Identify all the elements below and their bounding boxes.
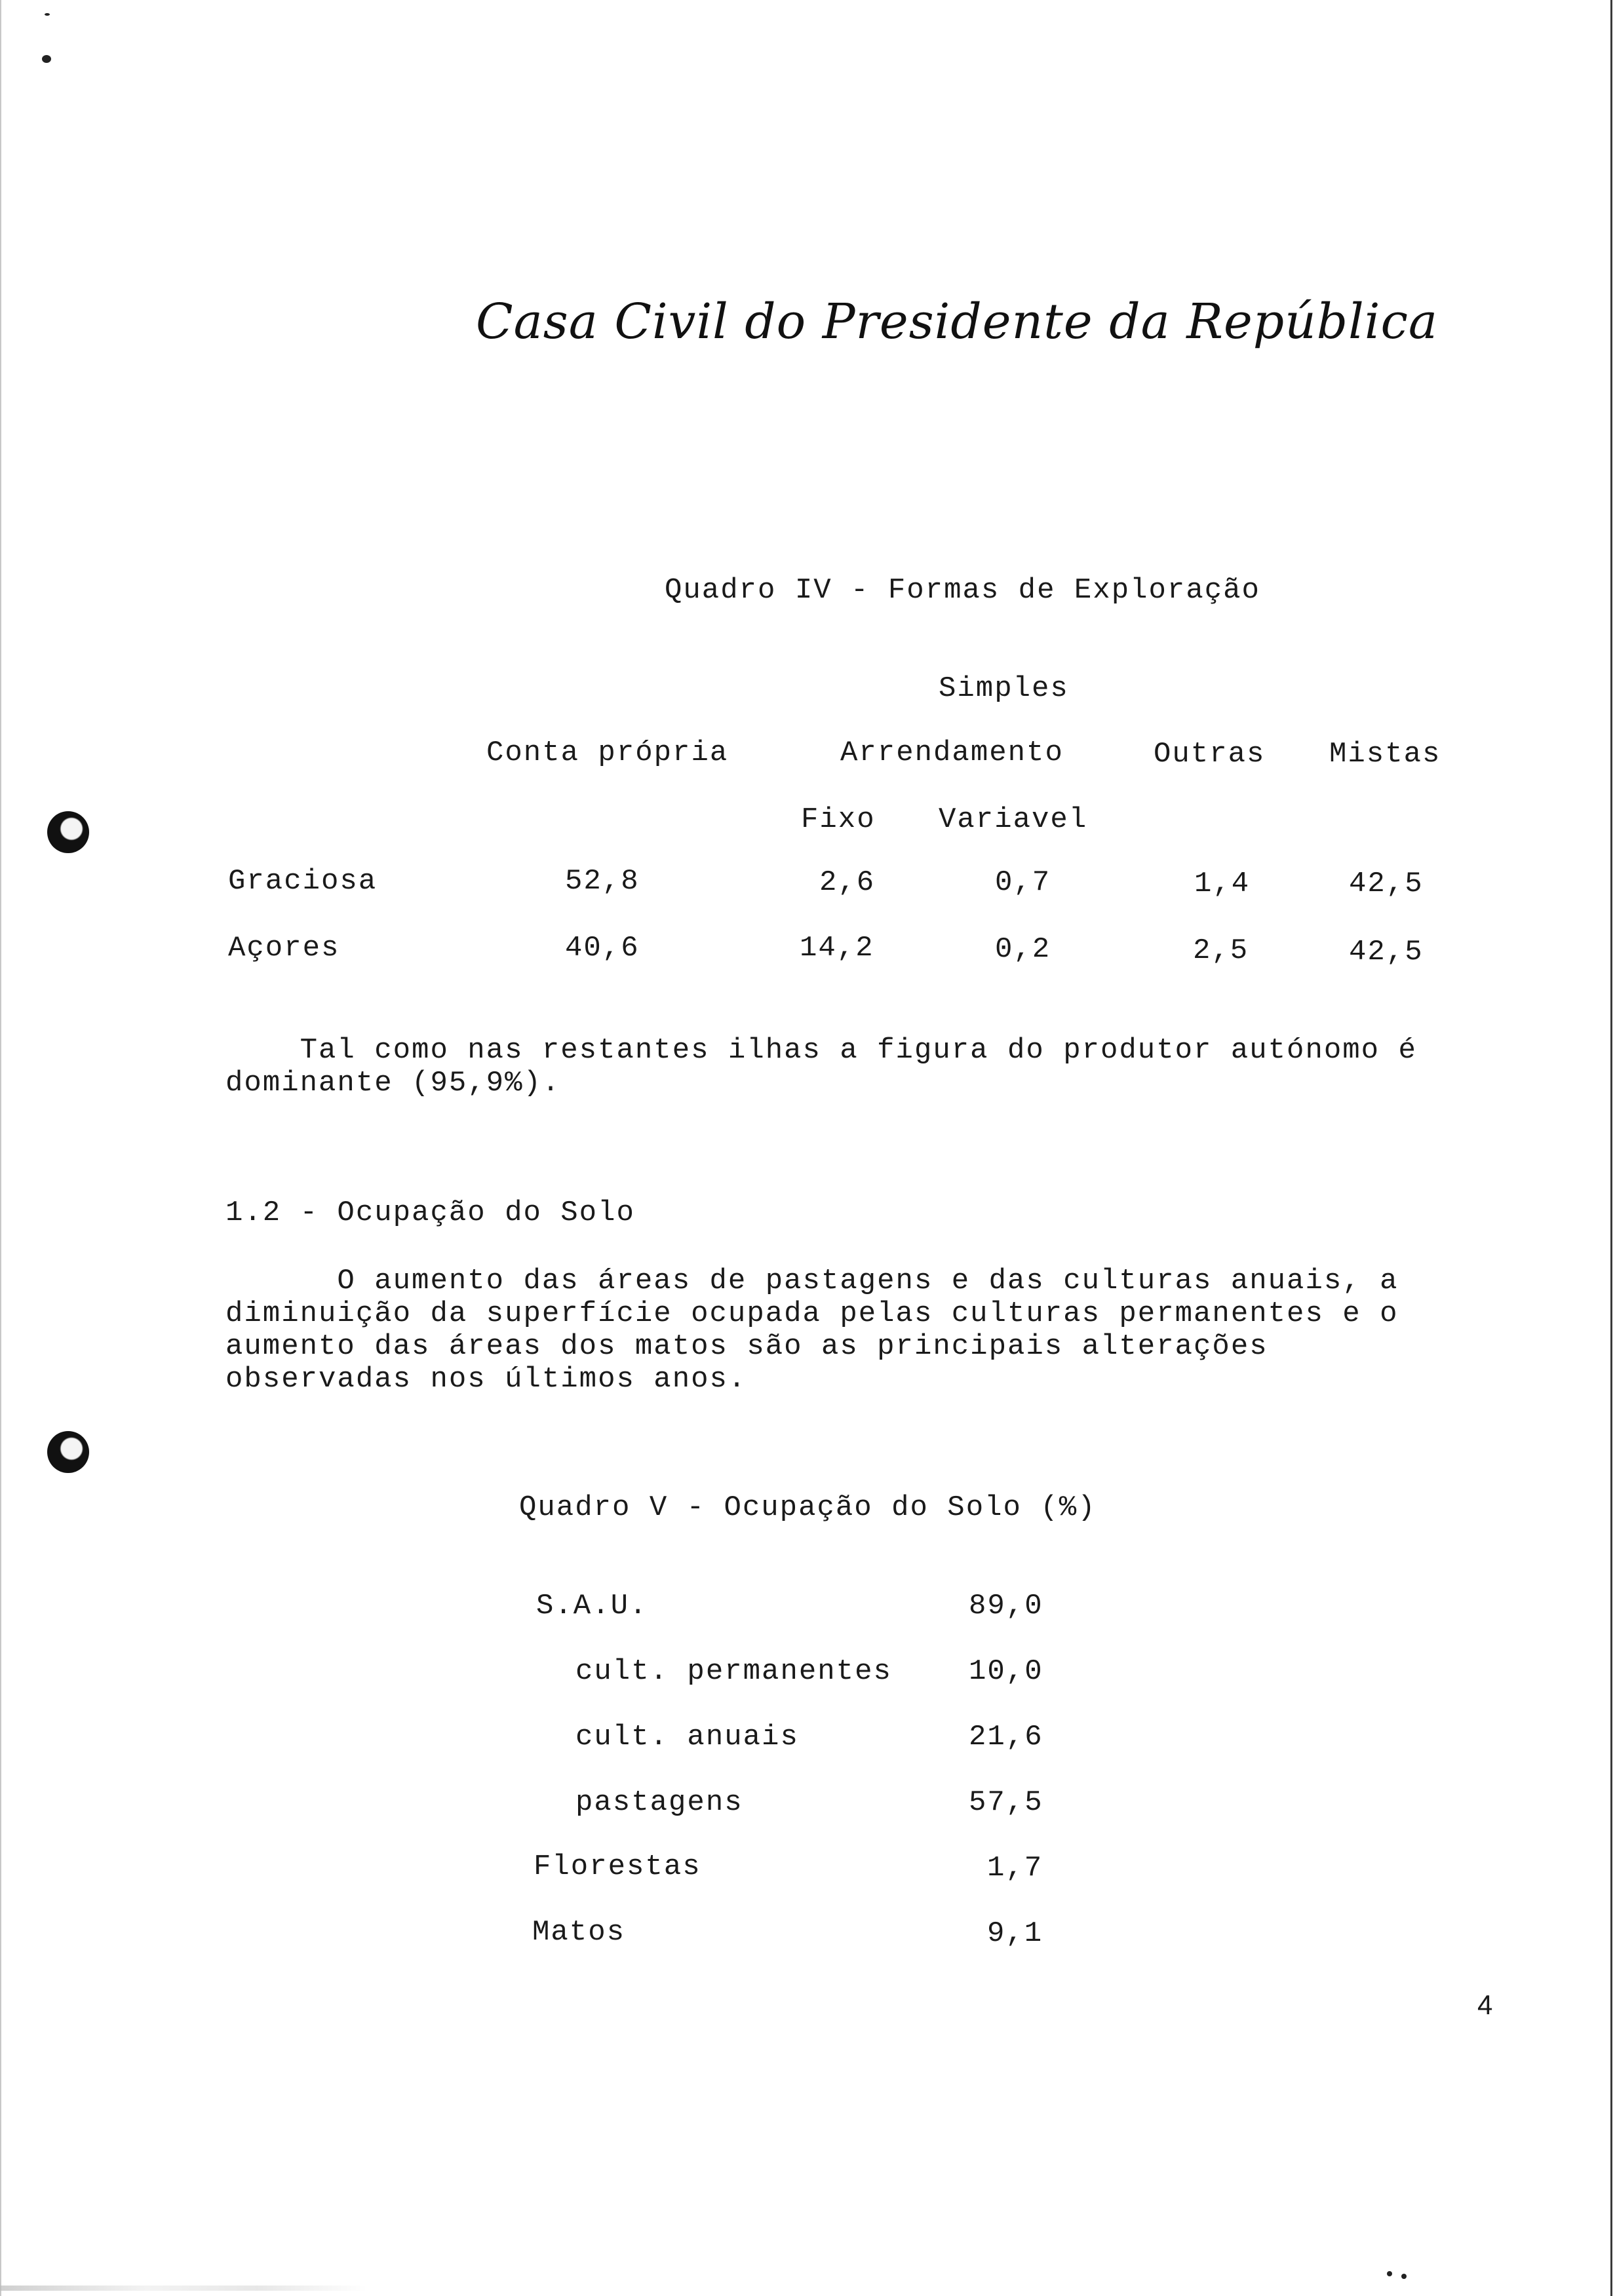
table-v-row-label: Matos — [532, 1916, 626, 1949]
paragraph-line: diminuição da superfície ocupada pelas culturas permanentes e o — [225, 1297, 1399, 1330]
table-iv-cell: 42,5 — [1349, 868, 1424, 900]
paragraph-line: Tal como nas restantes ilhas a figura do produtor autónomo é — [225, 1034, 1417, 1067]
table-v-row-label: Florestas — [534, 1850, 701, 1883]
table-v-row-value: 21,6 — [969, 1721, 1043, 1753]
table-iv-cell: 2,6 — [819, 866, 876, 899]
table-iv-cell: 52,8 — [565, 865, 640, 898]
table-v-row-value: 10,0 — [969, 1655, 1043, 1688]
table-iv-row-label: Açores — [228, 932, 340, 965]
table-iv-header-conta-propria: Conta própria — [486, 737, 729, 769]
table-v-row-label: S.A.U. — [536, 1590, 648, 1622]
section-heading: 1.2 - Ocupação do Solo — [225, 1196, 635, 1229]
punch-hole-upper — [47, 811, 89, 853]
table-iv-cell: 40,6 — [565, 932, 640, 965]
scan-speck — [42, 55, 51, 63]
table-iv-header-fixo: Fixo — [801, 803, 876, 836]
table-iv-header-mistas: Mistas — [1329, 738, 1441, 771]
table-v-row-value: 89,0 — [969, 1590, 1043, 1622]
table-iv-header-arrendamento: Arrendamento — [840, 737, 1064, 769]
table-v-title: Quadro V - Ocupação do Solo (%) — [519, 1491, 1097, 1524]
letterhead: Casa Civil do Presidente da República — [476, 294, 1439, 350]
table-iv-cell: 1,4 — [1194, 868, 1251, 900]
table-v-row-label: pastagens — [575, 1786, 743, 1819]
scan-speck — [1387, 2271, 1392, 2276]
paragraph-line: observadas nos últimos anos. — [225, 1363, 747, 1396]
table-iv-header-outras: Outras — [1154, 738, 1266, 771]
table-v-row-value: 57,5 — [969, 1786, 1043, 1819]
table-iv-cell: 0,2 — [995, 933, 1051, 966]
table-iv-cell: 0,7 — [995, 866, 1051, 899]
table-v-row-value: 9,1 — [987, 1917, 1043, 1950]
table-iv-header-variavel: Variavel — [939, 803, 1088, 836]
table-iv-cell: 42,5 — [1349, 936, 1424, 968]
page-number: 4 — [1477, 1989, 1493, 2020]
paragraph-line: aumento das áreas dos matos são as principais alterações — [225, 1330, 1268, 1363]
table-iv-cell: 2,5 — [1193, 934, 1249, 967]
table-v-row-label: cult. permanentes — [575, 1655, 892, 1688]
table-iv-header-simples: Simples — [939, 672, 1069, 705]
scan-speck — [1401, 2274, 1407, 2279]
scan-bottom-noise — [0, 2286, 367, 2291]
table-v-row-label: cult. anuais — [575, 1721, 799, 1753]
scan-right-edge — [1610, 0, 1612, 2296]
paragraph-line: dominante (95,9%). — [225, 1067, 561, 1100]
paragraph-line: O aumento das áreas de pastagens e das culturas anuais, a — [225, 1265, 1399, 1297]
scan-left-edge — [0, 0, 1, 2296]
punch-hole-lower — [47, 1431, 89, 1473]
table-iv-cell: 14,2 — [800, 932, 874, 965]
table-v-row-value: 1,7 — [987, 1852, 1043, 1885]
table-iv-title: Quadro IV - Formas de Exploração — [665, 574, 1260, 607]
table-iv-row-label: Graciosa — [228, 865, 378, 898]
scan-speck — [45, 13, 50, 16]
